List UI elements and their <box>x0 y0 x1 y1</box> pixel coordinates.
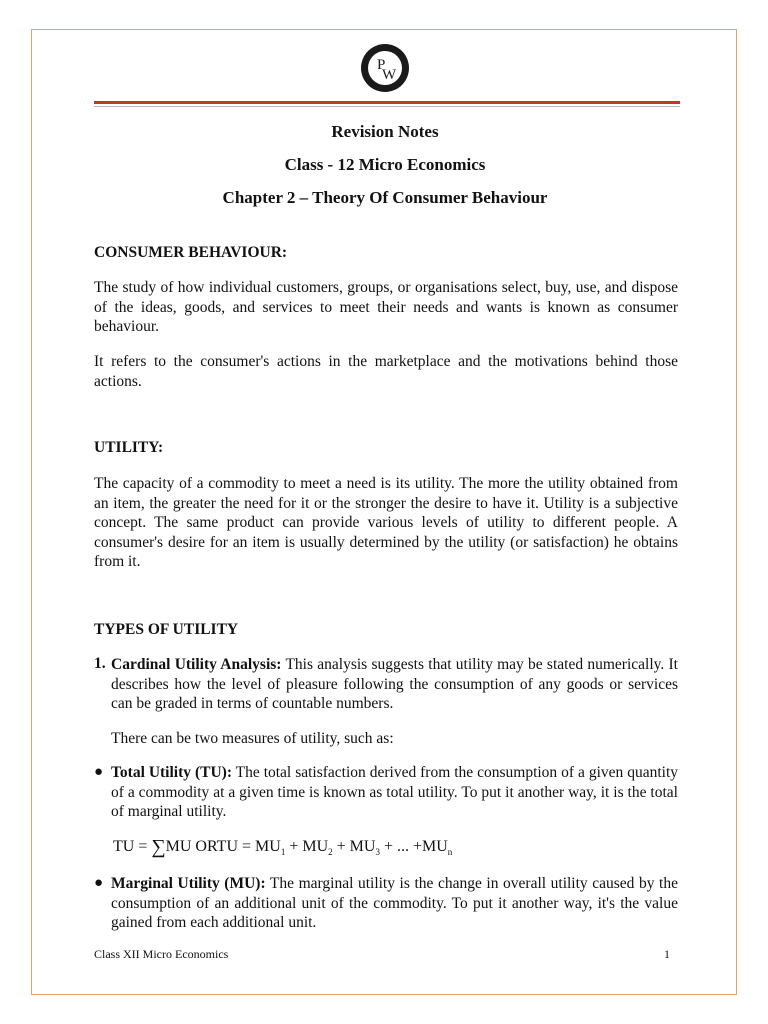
cardinal-utility-item <box>111 655 678 714</box>
section-heading-types: TYPES OF UTILITY <box>94 621 239 638</box>
bullet-icon: ● <box>94 875 104 891</box>
bullet-icon: ● <box>94 764 104 780</box>
cardinal-utility-text: This analysis suggests that utility may be stated numerically. It describes how the level of pleasure following the consumption of any goods or services can be graded in terms of countable numbers. <box>111 656 678 713</box>
consumer-behaviour-para-2: It refers to the consumer's actions in the marketplace and the motivations behind those actions. <box>94 353 678 390</box>
doc-title: Revision Notes <box>331 122 439 141</box>
doc-chapter: Chapter 2 – Theory Of Consumer Behaviour <box>222 188 548 207</box>
pw-logo-icon <box>361 44 409 92</box>
header-rule <box>94 101 680 104</box>
doc-class: Class - 12 Micro Economics <box>284 155 486 174</box>
page-number: 1 <box>664 947 670 961</box>
total-utility-text: The total satisfaction derived from the consumption of a given quantity of a commodity at a given time is known as total utility. To put it another way, it is the total of marginal utility. <box>111 764 678 821</box>
total-utility-title: Total Utility (TU): <box>111 764 232 781</box>
section-heading-utility: UTILITY: <box>94 439 164 456</box>
marginal-utility-item <box>111 874 678 933</box>
list-number-1: 1. <box>94 655 106 672</box>
consumer-behaviour-para-1: The study of how individual customers, groups, or organisations select, buy, use, and dispose of the ideas, goods, and services to meet their needs and wants is known as consumer behaviour. <box>94 279 678 336</box>
total-utility-item <box>111 763 678 822</box>
footer-label: Class XII Micro Economics <box>94 947 229 961</box>
utility-para: The capacity of a commodity to meet a need is its utility. The more the utility obtained from an item, the greater the need for it or the stronger the desire to have it. Utility is a subjective concept. The same product can provide various levels of utility to different people. A consumer's desire for an item is usually determined by the utility (or satisfaction) he obtains from it. <box>94 475 678 571</box>
sigma-symbol: ∑ <box>151 836 166 858</box>
measures-intro: There can be two measures of utility, such as: <box>111 730 394 747</box>
tu-formula: TU = ∑MU ORTU = $MU_1 + MU_2 + MU_3$ + ... $+MU_n$ <box>113 836 453 858</box>
section-heading-consumer-behaviour: CONSUMER BEHAVIOUR: <box>94 244 288 261</box>
header-rule-shadow <box>94 106 680 107</box>
svg-text:P: P <box>377 57 386 73</box>
marginal-utility-title: Marginal Utility (MU): <box>111 875 266 892</box>
marginal-utility-text: The marginal utility is the change in overall utility caused by the consumption of an additional unit of the commodity. To put it another way, it's the value gained from each additional unit. <box>111 875 678 932</box>
svg-text:W: W <box>382 67 397 83</box>
cardinal-utility-title: Cardinal Utility Analysis: <box>111 656 282 673</box>
